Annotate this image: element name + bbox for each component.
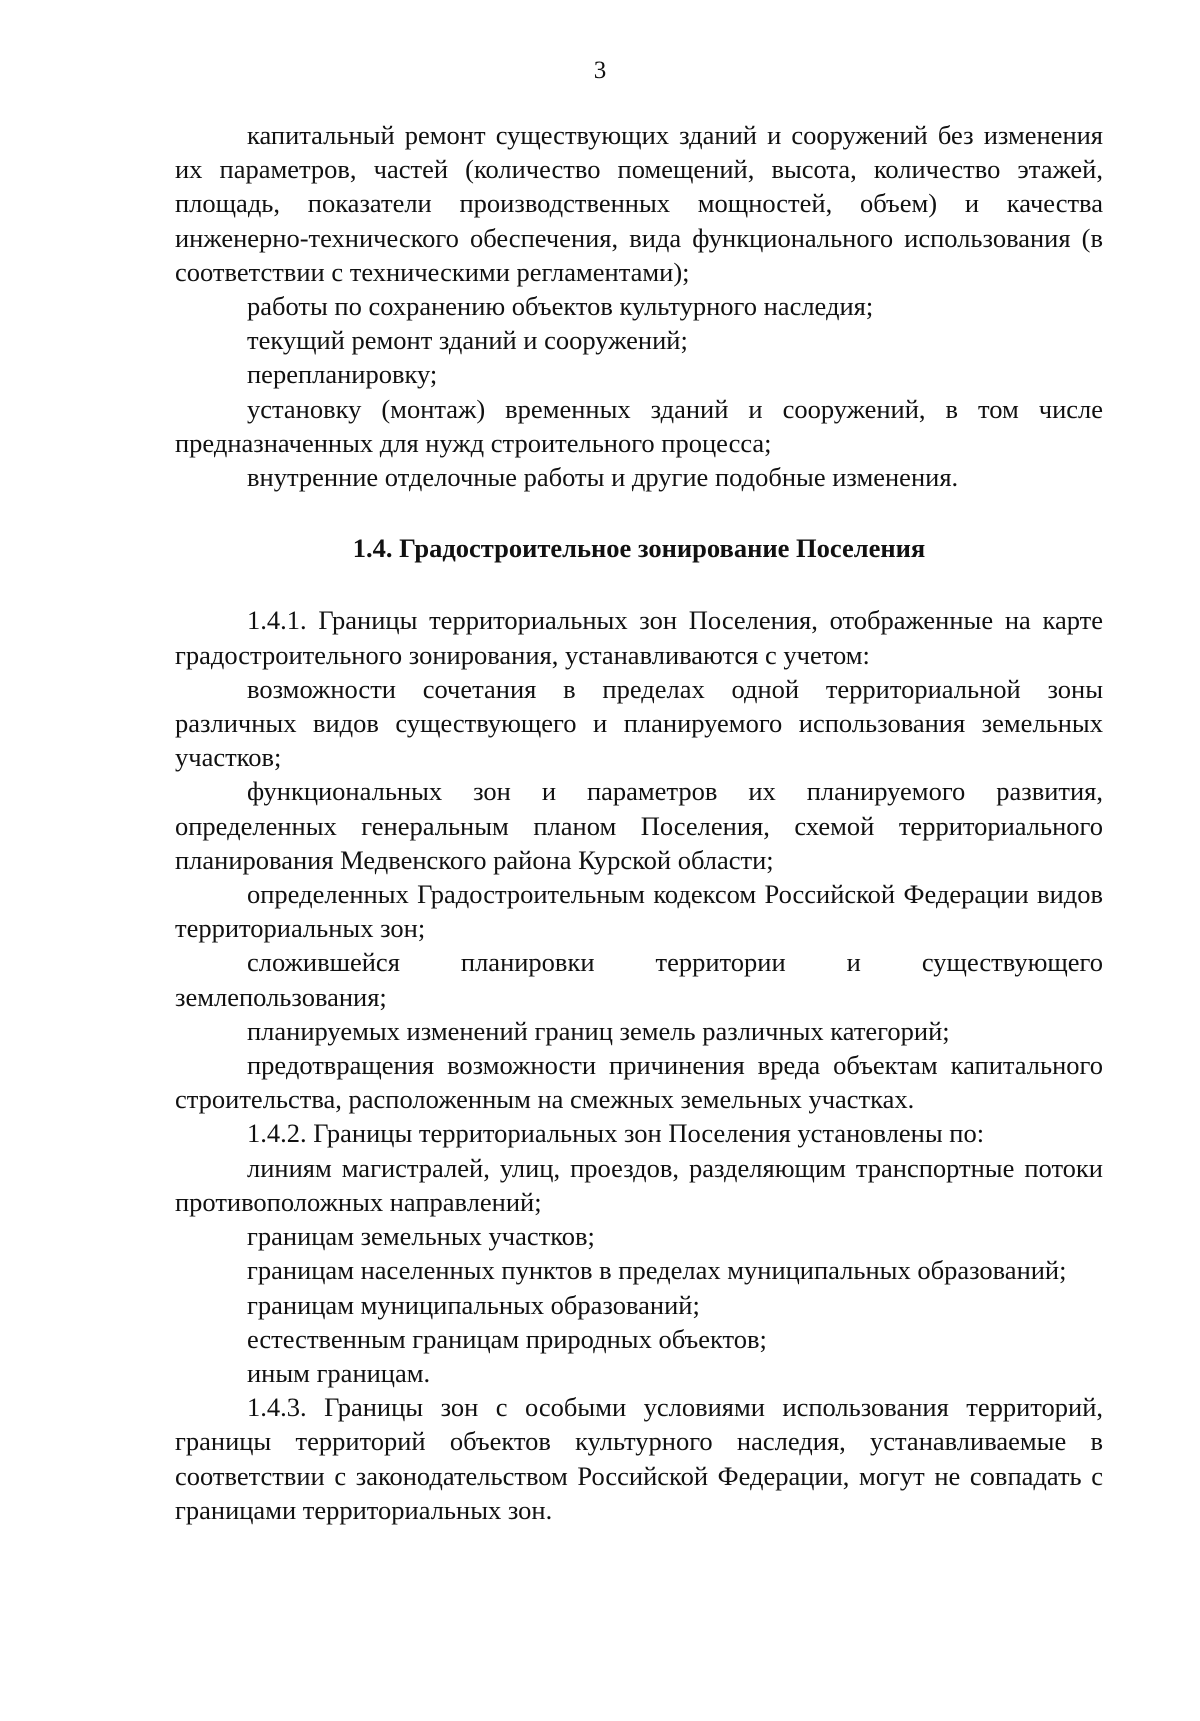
paragraph-1-4-2: 1.4.2. Границы территориальных зон Поселения установлены по: <box>247 1118 985 1149</box>
paragraph-temporary-buildings: установку (монтаж) временных зданий и сооружений, в том числе предназначенных для нужд строительного процесса; <box>175 393 1103 458</box>
section-heading: 1.4. Градостроительное зонирование Поселения <box>352 533 926 564</box>
document-body <box>175 118 1103 1527</box>
paragraph-zone-types: определенных Градостроительным кодексом Российской Федерации видов территориальных зон; <box>175 879 1103 944</box>
paragraph-capital-repair: капитальный ремонт существующих зданий и сооружений без изменения их параметров, частей (количество помещений, высота, количество этажей, площадь, показатели производственных мощностей, объем) и качества инженерно-технического обеспечения, вида функционального использования (в соответствии с техническими регламентами); <box>175 120 1103 287</box>
paragraph-heritage-works: работы по сохранению объектов культурного наследия; <box>247 291 874 322</box>
paragraph-settlement-borders: границам населенных пунктов в пределах муниципальных образований; <box>247 1255 1067 1286</box>
page-number: 3 <box>593 57 607 84</box>
paragraph-municipal-borders: границам муниципальных образований; <box>247 1289 700 1320</box>
paragraph-other-borders: иным границам. <box>247 1357 431 1388</box>
paragraph-land-category-changes: планируемых изменений границ земель различных категорий; <box>247 1015 950 1046</box>
paragraph-land-plot-borders: границам земельных участков; <box>247 1221 595 1252</box>
paragraph-functional-zones: функциональных зон и параметров их планируемого развития, определенных генеральным планом Поселения, схемой территориального планирования Медвенского района Курской области; <box>175 776 1103 875</box>
paragraph-combination-possibility: возможности сочетания в пределах одной территориальной зоны различных видов существующего и планируемого использования земельных участков; <box>175 673 1103 773</box>
paragraph-harm-prevention: предотвращения возможности причинения вреда объектам капитального строительства, расположенным на смежных земельных участках. <box>175 1050 1103 1115</box>
paragraph-finishing-works: внутренние отделочные работы и другие подобные изменения. <box>247 462 959 493</box>
paragraph-natural-borders: естественным границам природных объектов; <box>247 1323 767 1354</box>
paragraph-highway-lines: линиям магистралей, улиц, проездов, разделяющим транспортные потоки противоположных направлений; <box>175 1152 1103 1217</box>
paragraph-1-4-1: 1.4.1. Границы территориальных зон Поселения, отображенные на карте градостроительного зонирования, устанавливаются с учетом: <box>175 605 1103 670</box>
paragraph-1-4-3: 1.4.3. Границы зон с особыми условиями использования территорий, границы территорий объектов культурного наследия, устанавливаемые в соответствии с законодательством Российской Федерации, могут не совпадать с границами территориальных зон. <box>175 1392 1103 1525</box>
paragraph-replanning: перепланировку; <box>247 359 438 390</box>
paragraph-current-repair: текущий ремонт зданий и сооружений; <box>247 325 688 356</box>
paragraph-existing-layout: сложившейся планировки территории и существующего землепользования; <box>175 947 1103 1012</box>
